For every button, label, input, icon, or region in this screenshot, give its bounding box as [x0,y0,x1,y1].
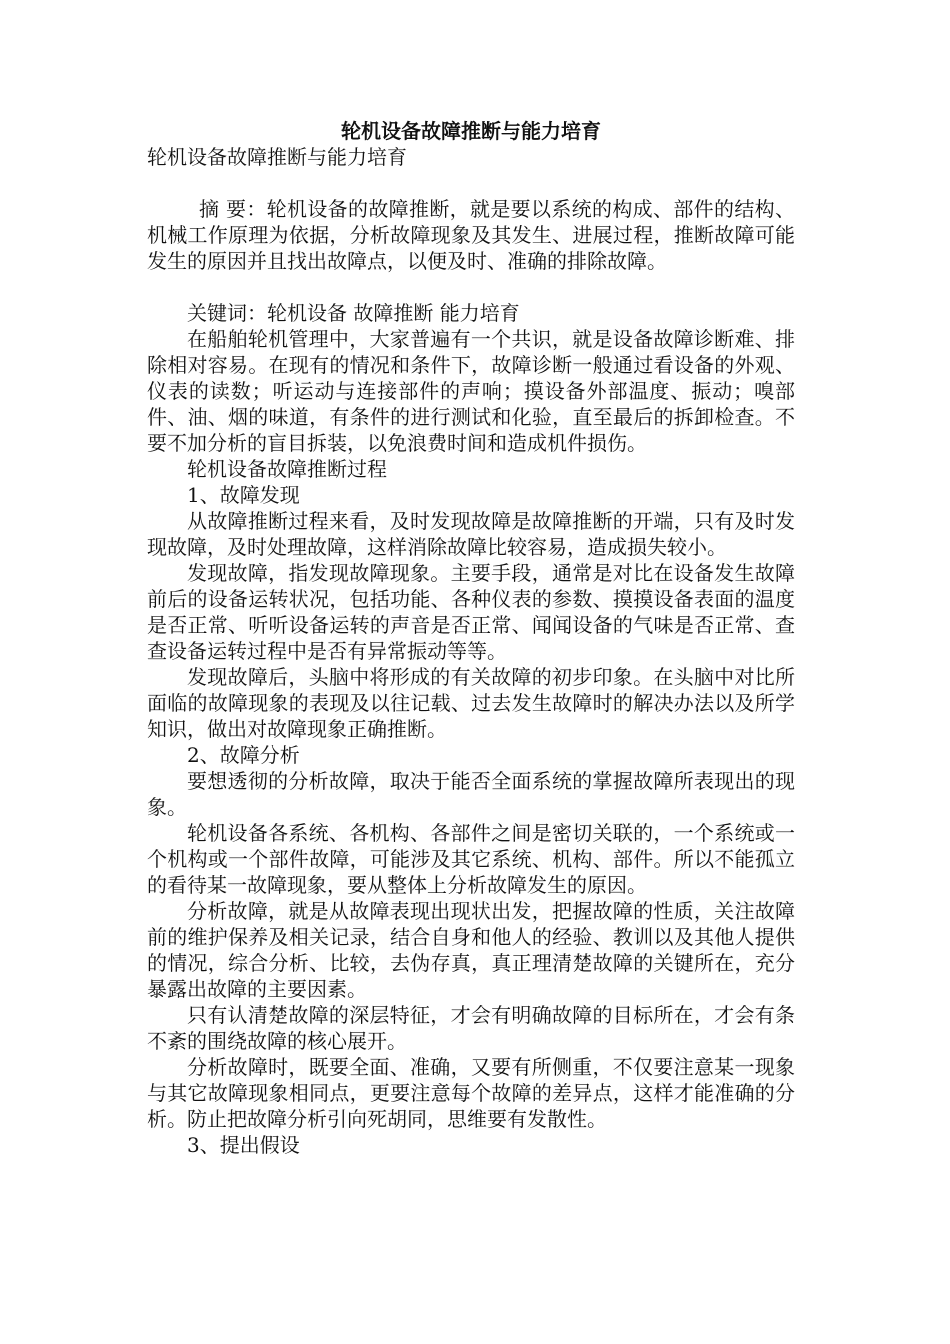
subsection-heading: 3、提出假设 [187,1133,300,1157]
body-paragraph: 发现故障，指发现故障现象。主要手段，通常是对比在设备发生故障前后的设备运转状况，包括功能、各种仪表的参数、摸摸设备表面的温度是否正常、听听设备运转的声音是否正常、闻闻设备的气味是否正常、查查设备运转过程中是否有异常振动等等。 [147,561,795,663]
body-paragraph: 分析故障，就是从故障表现出现状出发，把握故障的性质，关注故障前的维护保养及相关记录，结合自身和他人的经验、教训以及其他人提供的情况，综合分析、比较，去伪存真，真正理清楚故障的关键所在，充分暴露出故障的主要因素。 [147,899,795,1001]
document-subtitle: 轮机设备故障推断与能力培育 [147,145,407,169]
subsection-heading: 2、故障分析 [187,743,300,767]
body-paragraph: 只有认清楚故障的深层特征，才会有明确故障的目标所在，才会有条不紊的围绕故障的核心展开。 [147,1003,795,1053]
body-paragraph: 要想透彻的分析故障，取决于能否全面系统的掌握故障所表现出的现象。 [147,769,795,819]
keywords-line: 关键词：轮机设备 故障推断 能力培育 [187,301,520,325]
body-paragraph: 分析故障时，既要全面、准确，又要有所侧重，不仅要注意某一现象与其它故障现象相同点，更要注意每个故障的差异点，这样才能准确的分析。防止把故障分析引向死胡同，思维要有发散性。 [147,1055,795,1131]
subsection-heading: 1、故障发现 [187,483,300,507]
body-paragraph: 发现故障后，头脑中将形成的有关故障的初步印象。在头脑中对比所面临的故障现象的表现及以往记载、过去发生故障时的解决办法以及所学知识，做出对故障现象正确推断。 [147,665,795,741]
body-paragraph: 在船舶轮机管理中，大家普遍有一个共识，就是设备故障诊断难、排除相对容易。在现有的情况和条件下，故障诊断一般通过看设备的外观、仪表的读数；听运动与连接部件的声响；摸设备外部温度、振动；嗅部件、油、烟的味道，有条件的进行测试和化验，直至最后的拆卸检查。不要不加分析的盲目拆装，以免浪费时间和造成机件损伤。 [147,327,795,455]
document-page [147,118,795,1158]
body-paragraph: 从故障推断过程来看，及时发现故障是故障推断的开端，只有及时发现故障，及时处理故障，这样消除故障比较容易，造成损失较小。 [147,509,795,559]
section-heading: 轮机设备故障推断过程 [187,457,387,481]
body-paragraph: 轮机设备各系统、各机构、各部件之间是密切关联的，一个系统或一个机构或一个部件故障，可能涉及其它系统、机构、部件。所以不能孤立的看待某一故障现象，要从整体上分析故障发生的原因。 [147,821,795,897]
document-title: 轮机设备故障推断与能力培育 [341,119,601,143]
abstract-paragraph: 摘 要：轮机设备的故障推断，就是要以系统的构成、部件的结构、机械工作原理为依据，分析故障现象及其发生、进展过程，推断故障可能发生的原因并且找出故障点，以便及时、准确的排除故障。 [147,197,795,273]
